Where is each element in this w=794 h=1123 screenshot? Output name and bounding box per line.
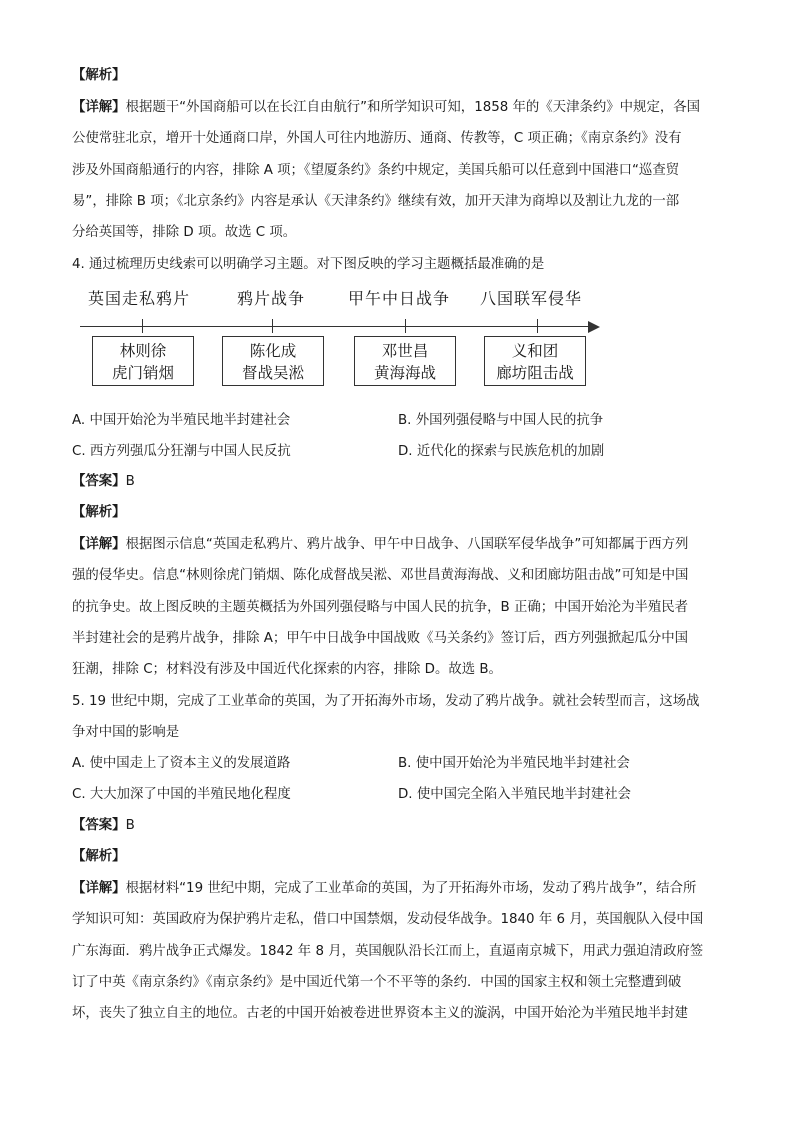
detail-line [72,973,732,993]
box-line: 林则徐 [119,342,167,360]
analysis-heading [72,66,732,86]
arrow-right-icon [588,321,600,333]
detail-line [72,129,732,149]
box-line: 虎门销烟 [111,364,174,382]
timeline-tick [142,319,143,333]
question-text: 4. 通过梳理历史线索可以明确学习主题。对下图反映的学习主题概括最准确的是 [72,257,545,272]
detail-text: 分给英国等，排除 D 项。故选 C 项。 [72,225,297,240]
option-a: A. 中国开始沦为半殖民地半封建社会 [72,413,291,428]
timeline-box [92,336,194,386]
option-c: C. 西方列强瓜分狂潮与中国人民反抗 [72,444,291,459]
timeline-label: 甲午中日战争 [348,289,451,308]
question-text: 5. 19 世纪中期，完成了工业革命的英国，为了开拓海外市场，发动了鸦片战争。就社会转型而言，这场战 [72,694,700,709]
detail-line [72,942,732,962]
timeline-figure [72,286,612,398]
detail-line [72,161,732,181]
detail-text: 学知识可知：英国政府为保护鸦片走私，借口中国禁烟，发动侵华战争。1840 年 6 月，英国舰队入侵中国 [72,912,704,927]
timeline-tick [537,319,538,333]
detail-text: 订了中英《南京条约》《南京条约》是中国近代第一个不平等的条约．中国的国家主权和领土完整遭到破 [72,975,682,990]
detail-tag: 【详解】 [72,881,126,896]
analysis-tag: 【解析】 [72,849,126,864]
detail-text: 半封建社会的是鸦片战争，排除 A；甲午中日战争中国战败《马关条约》签订后，西方列强掀起瓜分中国 [72,631,688,646]
detail-line [72,598,732,618]
box-line: 邓世昌 [381,342,429,360]
detail-line [72,660,732,680]
detail-text: 涉及外国商船通行的内容，排除 A 项；《望厦条约》条约中规定，美国兵船可以任意到中国港口“巡查贸 [72,163,680,178]
box-line: 黄海海战 [373,364,436,382]
timeline-tick [405,319,406,333]
detail-line [72,535,732,555]
option-d: D. 使中国完全陷入半殖民地半封建社会 [398,787,632,802]
detail-text: 广东海面．鸦片战争正式爆发。1842 年 8 月，英国舰队沿长江而上，直逼南京城下，用武力强迫清政府签 [72,944,704,959]
timeline-tick [272,319,273,333]
box-line: 陈化成 [249,342,297,360]
answer-tag: 【答案】 [72,474,126,489]
detail-text: 根据材料“19 世纪中期，完成了工业革命的英国，为了开拓海外市场，发动了鸦片战争”，结合所 [125,881,697,896]
timeline-label: 鸦片战争 [237,289,306,308]
detail-text: 根据题干“外国商船可以在长江自由航行”和所学知识可知，1858 年的《天津条约》中规定，各国 [125,100,701,115]
question-5-stem [72,692,732,712]
timeline-axis [80,326,590,327]
answer-line [72,816,732,836]
box-line: 义和团 [511,342,559,360]
question-4-stem [72,255,732,275]
detail-text: 公使常驻北京，增开十处通商口岸，外国人可往内地游历、通商、传教等，C 项正确；《南京条约》没有 [72,131,682,146]
answer-line [72,472,732,492]
detail-text: 强的侵华史。信息“林则徐虎门销烟、陈化成督战吴淞、邓世昌黄海海战、义和团廊坊阻击战”可知是中国 [72,568,689,583]
answer-value: B [125,818,135,833]
timeline-box [354,336,456,386]
timeline-box [484,336,586,386]
question-text: 争对中国的影响是 [72,725,180,740]
detail-text: 易”，排除 B 项；《北京条约》内容是承认《天津条约》继续有效，加开天津为商埠以及割让九龙的一部 [72,194,680,209]
question-5-stem [72,723,732,743]
detail-text: 的抗争史。故上图反映的主题英概括为外国列强侵略与中国人民的抗争，B 正确；中国开始沦为半殖民者 [72,600,689,615]
detail-tag: 【详解】 [72,100,126,115]
detail-line [72,192,732,212]
detail-line [72,910,732,930]
timeline-box [222,336,324,386]
detail-text: 坏，丧失了独立自主的地位。古老的中国开始被卷进世界资本主义的漩涡，中国开始沦为半殖民地半封建 [72,1006,688,1021]
timeline-label: 英国走私鸦片 [88,289,191,308]
detail-text: 根据图示信息“英国走私鸦片、鸦片战争、甲午中日战争、八国联军侵华战争”可知都属于西方列 [125,537,689,552]
option-b: B. 使中国开始沦为半殖民地半封建社会 [398,756,630,771]
detail-line [72,566,732,586]
option-a: A. 使中国走上了资本主义的发展道路 [72,756,291,771]
answer-value: B [125,474,135,489]
box-line: 廊坊阻击战 [496,364,574,382]
detail-tag: 【详解】 [72,537,126,552]
analysis-heading [72,503,732,523]
option-d: D. 近代化的探索与民族危机的加剧 [398,444,605,459]
analysis-heading [72,847,732,867]
detail-line [72,629,732,649]
detail-line [72,98,732,118]
answer-tag: 【答案】 [72,818,126,833]
analysis-tag: 【解析】 [72,68,126,83]
detail-line [72,879,732,899]
option-b: B. 外国列强侵略与中国人民的抗争 [398,413,604,428]
box-line: 督战吴淞 [241,364,304,382]
detail-text: 狂潮，排除 C；材料没有涉及中国近代化探索的内容，排除 D。故选 B。 [72,662,502,677]
option-c: C. 大大加深了中国的半殖民地化程度 [72,787,291,802]
detail-line [72,223,732,243]
timeline-label: 八国联军侵华 [480,289,583,308]
detail-line [72,1004,732,1024]
analysis-tag: 【解析】 [72,505,126,520]
